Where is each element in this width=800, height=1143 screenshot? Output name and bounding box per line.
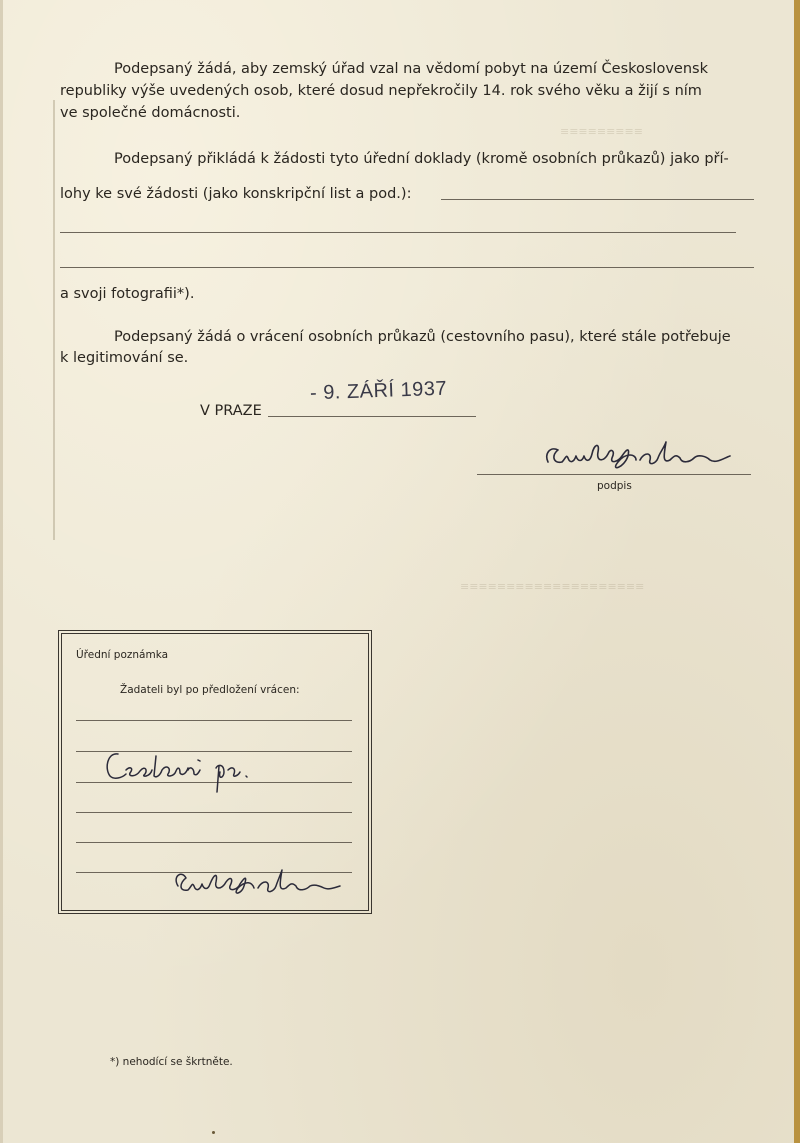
attachments-line-2 <box>60 232 736 233</box>
paper-right-edge <box>794 0 800 1143</box>
attachments-line-1 <box>441 199 754 200</box>
paragraph2-line1: Podepsaný přikládá k žádosti tyto úřední doklady (kromě osobních průkazů) jako pří- <box>114 151 729 167</box>
attachments-line-3 <box>60 267 754 268</box>
bleed-through: ≡≡≡≡≡≡≡≡≡≡≡≡≡≡≡≡≡≡≡≡ <box>460 580 645 593</box>
official-note-subtitle: Žadateli byl po předložení vrácen: <box>120 684 300 696</box>
paragraph3-line2: k legitimování se. <box>60 350 189 366</box>
paragraph2-line2: lohy ke své žádosti (jako konskripční list a pod.): <box>60 186 412 202</box>
bleed-through: ≡≡≡≡≡≡≡≡≡ <box>560 125 643 138</box>
signature-label: podpis <box>597 480 632 492</box>
paragraph1-line1: Podepsaný žádá, aby zemský úřad vzal na vědomí pobyt na území Československ <box>114 61 708 77</box>
date-stamp: - 9. ZÁŘÍ 1937 <box>309 377 448 405</box>
handwritten-passport-note <box>100 746 270 794</box>
official-note-title: Úřední poznámka <box>76 649 169 661</box>
place-date-line <box>268 416 476 417</box>
paragraph1-line3: ve společné domácnosti. <box>60 105 241 121</box>
official-signature <box>168 864 348 902</box>
paper-left-edge <box>0 0 3 1143</box>
box-line-4 <box>76 812 352 813</box>
box-line-1 <box>76 720 352 721</box>
paragraph3-line1: Podepsaný žádá o vrácení osobních průkazů (cestovního pasu), které stále potřebuje <box>114 329 731 345</box>
paper-speck <box>212 1131 215 1134</box>
place-label: V PRAZE <box>200 403 262 419</box>
applicant-signature <box>540 432 750 478</box>
margin-crease <box>53 100 55 540</box>
footnote: *) nehodící se škrtněte. <box>110 1056 233 1068</box>
paragraph1-line2: republiky výše uvedených osob, které dosud nepřekročily 14. rok svého věku a žijí s ním <box>60 83 702 99</box>
box-line-5 <box>76 842 352 843</box>
paragraph2-line3: a svoji fotografii*). <box>60 286 195 302</box>
signature-line <box>477 474 751 475</box>
